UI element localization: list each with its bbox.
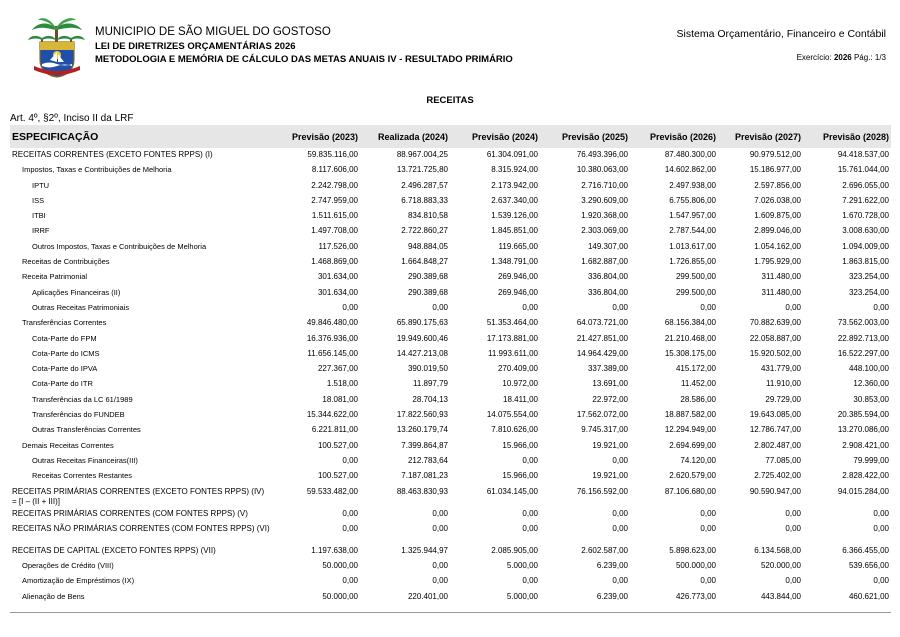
row-label: Cota-Parte do FPM	[32, 333, 97, 343]
row-value: 19.921,00	[592, 471, 628, 481]
row-value: 11.993.611,00	[488, 348, 538, 358]
row-value: 8.117.606,00	[311, 165, 358, 175]
table-row	[10, 522, 891, 544]
row-value: 12.786.747,00	[749, 425, 801, 435]
row-value: 337.389,00	[587, 364, 628, 374]
table-header-row	[10, 125, 891, 148]
row-value: 1.726.855,00	[669, 257, 716, 267]
table-row	[10, 286, 891, 301]
table-row	[10, 301, 891, 316]
row-label: Outras Transferências Correntes	[32, 425, 141, 435]
table-row	[10, 507, 891, 522]
report-header	[0, 0, 900, 80]
row-value: 11.897,79	[413, 379, 448, 389]
row-value: 212.783,64	[407, 455, 448, 465]
row-value: 19.949.600,46	[396, 333, 448, 343]
row-value: 15.966,00	[502, 440, 538, 450]
row-value: 220.401,00	[407, 591, 448, 601]
row-value: 415.172,00	[675, 364, 716, 374]
row-value: 0,00	[432, 523, 448, 533]
row-value: 13.270.086,00	[837, 425, 889, 435]
row-value: 0,00	[342, 455, 358, 465]
row-value: 311.480,00	[761, 287, 801, 297]
row-value: 51.353.464,00	[486, 318, 538, 328]
row-value: 0,00	[612, 523, 628, 533]
row-value: 1.468.869,00	[311, 257, 358, 267]
row-value: 448.100,00	[848, 364, 889, 374]
row-value: 21.210.468,00	[664, 333, 716, 343]
row-value: 7.026.038,00	[754, 195, 801, 205]
row-value: 834.810,58	[407, 211, 448, 221]
row-label: ISS	[32, 195, 45, 205]
row-value: 100.527,00	[317, 471, 358, 481]
row-value: 17.173.881,00	[486, 333, 538, 343]
row-value: 0,00	[700, 508, 716, 518]
row-label: Cota-Parte do IPVA	[32, 364, 98, 374]
row-value: 6.239,00	[596, 561, 628, 571]
row-value: 70.882.639,00	[749, 318, 801, 328]
row-value: 1.664.848,27	[401, 257, 448, 267]
table-row	[10, 194, 891, 209]
row-value: 2.602.587,00	[581, 545, 628, 555]
row-value: 14.427.213,08	[396, 348, 448, 358]
column-header: Previsão (2028)	[803, 125, 891, 148]
row-value: 90.979.512,00	[749, 150, 801, 159]
row-value: 301.634,00	[317, 272, 358, 282]
row-label: Receitas de Contribuições	[22, 257, 110, 267]
row-value: 88.463.830,93	[396, 486, 448, 496]
row-value: 94.418.537,00	[837, 150, 889, 159]
row-label: Amortização de Empréstimos (IX)	[22, 576, 135, 586]
row-value: 323.254,00	[848, 272, 889, 282]
row-value: 1.547.957,00	[669, 211, 716, 221]
table-row	[10, 559, 891, 574]
row-value: 17.822.560,93	[396, 410, 448, 420]
legal-reference: Art. 4º, §2º, Inciso II da LRF	[10, 113, 134, 124]
row-value: 8.315.924,00	[491, 165, 538, 175]
row-value: 2.303.069,00	[581, 226, 628, 236]
row-label: Receita Patrimonial	[22, 272, 88, 282]
row-label: RECEITAS DE CAPITAL (EXCETO FONTES RPPS) (VII)	[12, 545, 216, 555]
row-value: 7.291.622,00	[842, 195, 889, 205]
row-value: 0,00	[873, 576, 889, 586]
table-row	[10, 439, 891, 454]
row-value: 22.972,00	[592, 394, 628, 404]
row-value: 2.637.340,00	[491, 195, 538, 205]
row-value: 500.000,00	[675, 561, 716, 571]
row-value: 0,00	[700, 576, 716, 586]
row-value: 390.019,50	[407, 364, 448, 374]
row-value: 49.846.480,00	[306, 318, 358, 328]
row-value: 16.522.297,00	[837, 348, 889, 358]
row-value: 2.496.287,57	[401, 180, 448, 190]
row-label: Outras Receitas Patrimoniais	[32, 302, 130, 312]
row-value: 5.898.623,00	[669, 545, 716, 555]
row-value: 0,00	[612, 576, 628, 586]
row-value: 1.682.887,00	[581, 257, 628, 267]
municipality-name: MUNICIPIO DE SÃO MIGUEL DO GOSTOSO	[95, 26, 331, 38]
row-label: Aplicações Financeiras (II)	[32, 287, 121, 297]
table-row	[10, 590, 891, 605]
row-value: 2.716.710,00	[581, 180, 628, 190]
row-value: 10.380.063,00	[576, 165, 628, 175]
row-value: 0,00	[522, 576, 538, 586]
row-value: 0,00	[612, 302, 628, 312]
row-value: 19.921,00	[592, 440, 628, 450]
row-value: 2.242.798,00	[311, 180, 358, 190]
row-value: 0,00	[700, 523, 716, 533]
table-row	[10, 544, 891, 559]
row-value: 0,00	[522, 455, 538, 465]
row-value: 100.527,00	[317, 440, 358, 450]
row-value: 431.779,00	[760, 364, 801, 374]
page-number: Pág.: 1/3	[853, 53, 886, 62]
row-value: 74.120,00	[680, 455, 716, 465]
row-label: Demais Receitas Correntes	[22, 440, 114, 450]
row-value: 59.835.116,00	[307, 150, 358, 159]
row-value: 6.134.568,00	[754, 545, 801, 555]
row-value: 14.964.429,00	[576, 348, 628, 358]
row-value: 15.186.977,00	[749, 165, 801, 175]
row-value: 336.804,00	[587, 287, 628, 297]
table-body	[10, 148, 891, 605]
row-value: 5.000,00	[506, 561, 538, 571]
row-value: 1.348.791,00	[491, 257, 538, 267]
row-value: 18.081,00	[322, 394, 358, 404]
row-value: 6.366.455,00	[842, 545, 889, 555]
table-row	[10, 163, 891, 178]
row-label: Cota-Parte do ICMS	[32, 348, 100, 358]
row-value: 29.729,00	[765, 394, 801, 404]
table-row	[10, 393, 891, 408]
row-label: IRRF	[32, 226, 50, 236]
row-value: 443.844,00	[760, 591, 801, 601]
row-label: Transferências do FUNDEB	[32, 410, 125, 420]
row-value: 3.290.609,00	[581, 195, 628, 205]
row-value: 2.908.421,00	[842, 440, 889, 450]
table-row	[10, 148, 891, 163]
row-value: 117.526,00	[318, 241, 358, 251]
row-value: 0,00	[432, 302, 448, 312]
row-value: 18.887.582,00	[664, 410, 716, 420]
row-value: 19.643.085,00	[749, 410, 801, 420]
column-header: Previsão (2025)	[540, 125, 630, 148]
column-header: Realizada (2024)	[360, 125, 450, 148]
row-value: 1.670.728,00	[842, 211, 889, 221]
row-label: Transferências Correntes	[22, 318, 107, 328]
row-value: 0,00	[432, 561, 448, 571]
row-value: 2.696.055,00	[842, 180, 889, 190]
row-value: 2.694.699,00	[669, 440, 716, 450]
row-label: RECEITAS NÃO PRIMÁRIAS CORRENTES (COM FONTES RPPS) (VI)	[12, 523, 270, 533]
row-value: 2.085.905,00	[491, 545, 538, 555]
row-label: Impostos, Taxas e Contribuições de Melhoria	[22, 165, 172, 175]
row-value: 149.307,00	[587, 241, 628, 251]
row-value: 0,00	[522, 523, 538, 533]
table-row	[10, 377, 891, 392]
table-row	[10, 469, 891, 484]
row-value: 76.156.592,00	[576, 486, 628, 496]
row-value: 2.722.860,27	[401, 226, 448, 236]
row-value: 88.967.004,25	[396, 150, 448, 159]
row-value: 948.884,05	[407, 241, 448, 251]
row-value: 1.094.009,00	[842, 241, 889, 251]
row-label: IPTU	[32, 180, 50, 190]
row-value: 61.034.145,00	[486, 486, 538, 496]
row-value: 12.294.949,00	[664, 425, 716, 435]
row-value: 0,00	[522, 508, 538, 518]
row-value: 290.389,68	[407, 272, 448, 282]
row-value: 227.367,00	[317, 364, 358, 374]
row-value: 77.085,00	[765, 455, 801, 465]
table-row	[10, 408, 891, 423]
table-row	[10, 209, 891, 224]
row-value: 15.308.175,00	[664, 348, 716, 358]
row-value: 269.946,00	[497, 287, 538, 297]
row-value: 12.360,00	[853, 379, 889, 389]
row-value: 68.156.384,00	[664, 318, 716, 328]
row-value: 94.015.284,00	[837, 486, 889, 496]
row-value: 270.409,00	[497, 364, 538, 374]
row-value: 6.718.883,33	[401, 195, 448, 205]
row-value: 0,00	[700, 302, 716, 312]
row-value: 15.344.622,00	[306, 410, 358, 420]
row-value: 2.747.959,00	[311, 195, 358, 205]
row-value: 9.745.317,00	[581, 425, 628, 435]
table-row	[10, 316, 891, 331]
row-value: 2.497.938,00	[669, 180, 716, 190]
row-value: 11.452,00	[681, 379, 716, 389]
row-value: 13.721.725,80	[396, 165, 448, 175]
row-value: 22.058.887,00	[749, 333, 801, 343]
row-value: 6.239,00	[596, 591, 628, 601]
row-value: 0,00	[342, 576, 358, 586]
row-value: 1.609.875,00	[754, 211, 801, 221]
row-value: 1.795.929,00	[754, 257, 801, 267]
table-row	[10, 347, 891, 362]
column-header-specification: ESPECIFICAÇÃO	[10, 125, 272, 148]
row-value: 336.804,00	[587, 272, 628, 282]
row-value: 30.853,00	[853, 394, 889, 404]
row-value: 0,00	[785, 508, 801, 518]
row-label: Outros Impostos, Taxas e Contribuições de Melhoria	[32, 241, 207, 251]
table-row	[10, 255, 891, 270]
row-value: 10.972,00	[502, 379, 538, 389]
row-value: 1.845.851,00	[491, 226, 538, 236]
row-value: 1.539.126,00	[491, 211, 538, 221]
table-row	[10, 270, 891, 285]
revenue-table	[10, 125, 891, 605]
row-value: 15.761.044,00	[837, 165, 889, 175]
row-label: Alienação de Bens	[22, 591, 85, 601]
row-value: 18.411,00	[503, 394, 538, 404]
row-value: 2.828.422,00	[842, 471, 889, 481]
row-value: 7.187.081,23	[401, 471, 448, 481]
row-value: 1.013.617,00	[669, 241, 716, 251]
column-header: Previsão (2027)	[718, 125, 803, 148]
table-row	[10, 423, 891, 438]
row-value: 73.562.003,00	[837, 318, 889, 328]
row-value: 6.755.806,00	[669, 195, 716, 205]
exercise-label: Exercício:	[796, 53, 832, 62]
row-value: 90.590.947,00	[749, 486, 801, 496]
table-row	[10, 574, 891, 589]
row-value: 0,00	[873, 523, 889, 533]
row-value: 0,00	[873, 302, 889, 312]
row-value: 15.966,00	[502, 471, 538, 481]
row-value: 0,00	[873, 508, 889, 518]
row-value: 2.620.579,00	[669, 471, 716, 481]
footer-divider	[10, 612, 891, 613]
row-value: 61.304.091,00	[486, 150, 538, 159]
row-value: 65.890.175,63	[396, 318, 448, 328]
row-value: 0,00	[432, 508, 448, 518]
row-value: 119.665,00	[498, 241, 538, 251]
row-value: 5.000,00	[506, 591, 538, 601]
row-value: 11.910,00	[766, 379, 801, 389]
row-value: 2.725.402,00	[754, 471, 801, 481]
row-label: RECEITAS CORRENTES (EXCETO FONTES RPPS) (I)	[12, 150, 213, 159]
row-label: Transferências da LC 61/1989	[32, 394, 133, 404]
row-value: 290.389,68	[407, 287, 448, 297]
column-header: Previsão (2023)	[272, 125, 360, 148]
row-value: 59.533.482,00	[306, 486, 358, 496]
row-value: 22.892.713,00	[837, 333, 889, 343]
row-value: 1.518,00	[326, 379, 358, 389]
row-value: 6.221.811,00	[311, 425, 358, 435]
row-label: Receitas Correntes Restantes	[32, 471, 133, 481]
row-value: 28.586,00	[680, 394, 716, 404]
row-value: 0,00	[612, 455, 628, 465]
row-value: 1.511.615,00	[311, 211, 358, 221]
row-value: 14.075.554,00	[486, 410, 538, 420]
row-value: 460.621,00	[848, 591, 889, 601]
row-value: 50.000,00	[322, 561, 358, 571]
row-value: 13.260.179,74	[396, 425, 448, 435]
row-value: 0,00	[612, 508, 628, 518]
row-value: 1.497.708,00	[311, 226, 358, 236]
row-value: 3.008.630,00	[842, 226, 889, 236]
column-header: Previsão (2024)	[450, 125, 540, 148]
row-value: 2.899.046,00	[754, 226, 801, 236]
row-value: 301.634,00	[317, 287, 358, 297]
row-value: 28.704,13	[412, 394, 448, 404]
row-value: 0,00	[342, 302, 358, 312]
row-value: 0,00	[432, 576, 448, 586]
row-value: 14.602.862,00	[664, 165, 716, 175]
row-value: 79.999,00	[853, 455, 889, 465]
system-name: Sistema Orçamentário, Financeiro e Contábil	[676, 28, 886, 40]
row-value: 0,00	[785, 576, 801, 586]
row-value: 269.946,00	[497, 272, 538, 282]
row-label: RECEITAS PRIMÁRIAS CORRENTES (EXCETO FONTES RPPS) (IV) = [I – (II + III)]	[12, 486, 265, 506]
table-row	[10, 240, 891, 255]
row-value: 11.656.145,00	[307, 348, 358, 358]
row-value: 0,00	[522, 302, 538, 312]
row-value: 76.493.396,00	[576, 150, 628, 159]
row-value: 64.073.721,00	[576, 318, 628, 328]
row-value: 0,00	[342, 523, 358, 533]
row-value: 311.480,00	[761, 272, 801, 282]
row-value: 299.500,00	[675, 287, 716, 297]
row-value: 299.500,00	[675, 272, 716, 282]
row-value: 87.106.680,00	[664, 486, 716, 496]
table-row	[10, 454, 891, 469]
row-value: 2.787.544,00	[669, 226, 716, 236]
exercise-info	[797, 53, 886, 62]
row-value: 520.000,00	[760, 561, 801, 571]
row-value: 15.920.502,00	[749, 348, 801, 358]
row-value: 2.173.942,00	[491, 180, 538, 190]
row-value: 539.656,00	[848, 561, 889, 571]
row-value: 2.802.487,00	[754, 440, 801, 450]
row-value: 50.000,00	[322, 591, 358, 601]
row-label: Operações de Crédito (VIII)	[22, 561, 114, 571]
row-label: Cota-Parte do ITR	[32, 379, 93, 389]
row-value: 20.385.594,00	[837, 410, 889, 420]
table-row	[10, 179, 891, 194]
row-value: 426.773,00	[675, 591, 716, 601]
row-label: ITBI	[32, 211, 46, 221]
table-row	[10, 485, 891, 507]
table-row	[10, 224, 891, 239]
municipal-coat-of-arms	[28, 16, 86, 78]
row-label: RECEITAS PRIMÁRIAS CORRENTES (COM FONTES RPPS) (V)	[12, 508, 248, 518]
row-value: 13.691,00	[592, 379, 628, 389]
law-title: LEI DE DIRETRIZES ORÇAMENTÁRIAS 2026	[95, 41, 296, 52]
row-value: 0,00	[785, 302, 801, 312]
row-value: 323.254,00	[848, 287, 889, 297]
row-value: 1.863.815,00	[842, 257, 889, 267]
section-title: RECEITAS	[426, 95, 474, 106]
row-value: 7.399.864,87	[401, 440, 448, 450]
table-row	[10, 332, 891, 347]
table-row	[10, 362, 891, 377]
report-title: METODOLOGIA E MEMÓRIA DE CÁLCULO DAS METAS ANUAIS IV - RESULTADO PRIMÁRIO	[95, 54, 513, 65]
row-value: 1.054.162,00	[754, 241, 801, 251]
row-value: 2.597.856,00	[754, 180, 801, 190]
row-value: 1.325.944,97	[401, 545, 448, 555]
row-value: 87.480.300,00	[664, 150, 716, 159]
exercise-year: 2026	[833, 53, 852, 62]
row-value: 7.810.626,00	[491, 425, 538, 435]
row-value: 1.197.638,00	[311, 545, 358, 555]
row-value: 0,00	[342, 508, 358, 518]
column-header: Previsão (2026)	[630, 125, 718, 148]
row-value: 16.376.936,00	[306, 333, 358, 343]
row-value: 17.562.072,00	[576, 410, 628, 420]
row-label: Outras Receitas Financeiras(III)	[32, 455, 138, 465]
row-value: 1.920.368,00	[581, 211, 628, 221]
row-value: 0,00	[785, 523, 801, 533]
row-value: 21.427.851,00	[576, 333, 628, 343]
